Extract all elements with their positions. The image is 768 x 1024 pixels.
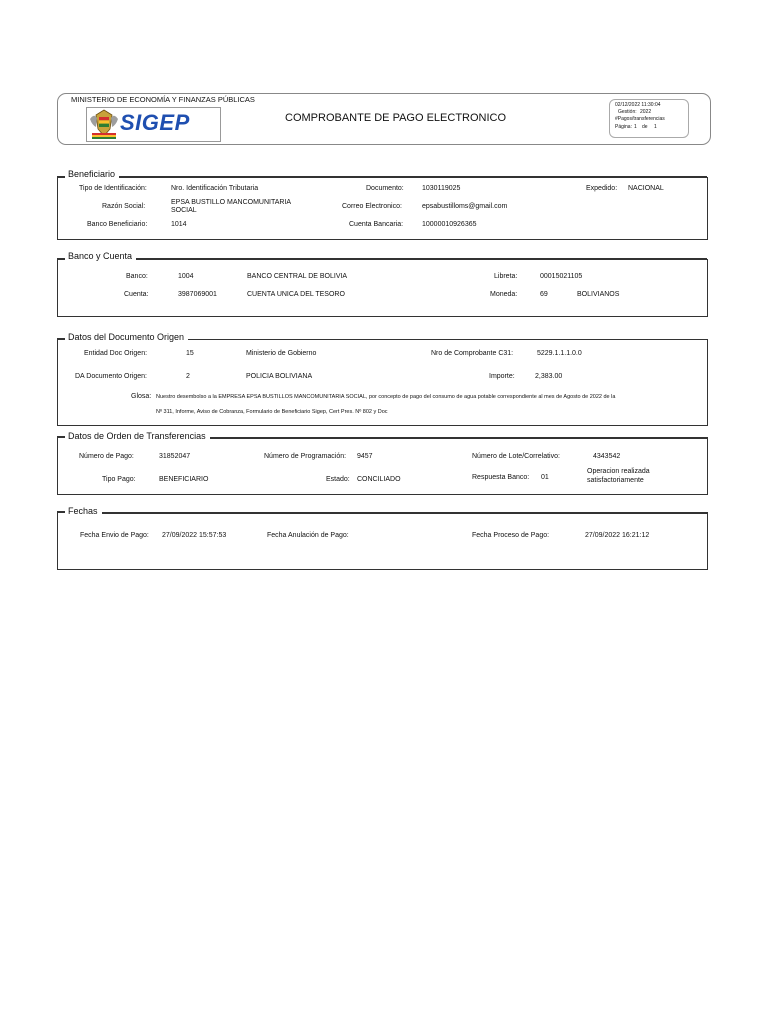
gestion-label: Gestión: [618,109,637,115]
moneda-name: BOLIVIANOS [577,291,620,298]
beneficiario-title: Beneficiario [65,169,119,179]
cuenta-label: Cuenta: [124,291,149,298]
programacion-label: Número de Programación: [264,453,347,460]
da-code: 2 [186,373,190,380]
section-rule [119,176,707,177]
fechas-section [57,512,708,570]
libreta-value: 00015021105 [540,273,583,280]
fechas-title: Fechas [65,506,102,516]
coat-of-arms-icon [88,109,120,140]
report-datetime: 02/12/2022 11:30:04 [615,102,661,108]
tipo-pago-value: BENEFICIARIO [159,476,209,483]
tipo-id-value: Nro. Identificación Tributaria [171,185,259,192]
entidad-code: 15 [186,350,194,357]
report-name: #Pagos/transferencias [615,116,665,122]
expedido-label: Expedido: [586,185,618,192]
section-rule [210,438,707,439]
report-meta [609,99,689,138]
respuesta-banco-code: 01 [541,474,549,481]
banco-beneficiario-label: Banco Beneficiario: [87,221,148,228]
transfer-title: Datos de Orden de Transferencias [65,431,210,441]
da-name: POLICIA BOLIVIANA [246,373,313,380]
documento-value: 1030119025 [422,185,461,192]
estado-value: CONCILIADO [357,476,401,483]
origen-title: Datos del Documento Origen [65,332,188,342]
fecha-envio-label: Fecha Envio de Pago: [80,532,149,539]
cuenta-name: CUENTA UNICA DEL TESORO [247,291,345,298]
page-of: de [642,124,648,130]
libreta-label: Libreta: [494,273,518,280]
banco-title: Banco y Cuenta [65,251,136,261]
page-number: 1 [634,124,637,130]
respuesta-text-1: Operacion realizada [587,468,650,475]
banco-label: Banco: [126,273,148,280]
numero-pago-value: 31852047 [159,453,191,460]
nro-comprobante-value: 5229.1.1.1.0.0 [537,350,582,357]
banco-beneficiario-value: 1014 [171,221,187,228]
section-rule [102,513,707,514]
gestion-value: 2022 [640,109,652,115]
numero-pago-label: Número de Pago: [79,453,134,460]
entidad-label: Entidad Doc Origen: [84,350,148,357]
estado-label: Estado: [326,476,350,483]
nro-comprobante-label: Nro de Comprobante C31: [431,350,514,357]
fecha-proceso-value: 27/09/2022 16:21:12 [585,532,650,539]
section-rule [188,339,707,340]
glosa-label: Glosa: [131,393,152,400]
page-total: 1 [654,124,657,130]
document-title: COMPROBANTE DE PAGO ELECTRONICO [285,112,507,124]
glosa-line-2: Nº 311, Informe, Aviso de Cobranza, Formulario de Beneficiario Sigep, Cert Pres. Nº 802 y Doc [156,409,388,415]
moneda-code: 69 [540,291,548,298]
correo-label: Correo Electronico: [342,203,402,210]
fecha-proceso-label: Fecha Proceso de Pago: [472,532,550,539]
banco-code: 1004 [178,273,194,280]
da-label: DA Documento Origen: [75,373,147,380]
respuesta-banco-label: Respuesta Banco: [472,474,530,481]
lote-value: 4343542 [593,453,621,460]
banco-name: BANCO CENTRAL DE BOLIVIA [247,273,348,280]
razon-value-2: SOCIAL [171,207,197,214]
lote-label: Número de Lote/Correlativo: [472,453,560,460]
sigep-logo [86,107,221,142]
section-rule [136,258,707,259]
correo-value: epsabustilloms@gmail.com [422,203,508,210]
tipo-id-label: Tipo de Identificación: [79,185,147,192]
glosa-line-1: Nuestro desembolso a la EMPRESA EPSA BUSTILLOS MANCOMUNITARIA SOCIAL, por concepto de pago del consumo de agua potable correspondiente al mes de Agosto de 2022 de la [156,394,616,400]
fecha-anulacion-label: Fecha Anulación de Pago: [267,532,349,539]
fecha-envio-value: 27/09/2022 15:57:53 [162,532,227,539]
page-label: Página: [615,124,632,130]
cuenta-code: 3987069001 [178,291,217,298]
importe-label: Importe: [489,373,515,380]
razon-label: Razón Social: [102,203,146,210]
respuesta-text-2: satisfactoriamente [587,477,644,484]
expedido-value: NACIONAL [628,185,664,192]
cuenta-bancaria-label: Cuenta Bancaria: [349,221,404,228]
documento-label: Documento: [366,185,404,192]
importe-value: 2,383.00 [535,373,563,380]
razon-value-1: EPSA BUSTILLO MANCOMUNITARIA [171,199,292,206]
logo-text: SIGEP [120,110,190,135]
entidad-name: Ministerio de Gobierno [246,350,317,357]
tipo-pago-label: Tipo Pago: [102,476,136,483]
ministry-name: MINISTERIO DE ECONOMÍA Y FINANZAS PÚBLICAS [71,95,255,104]
banco-section [57,259,708,317]
transfer-section [57,437,708,495]
programacion-value: 9457 [357,453,373,460]
cuenta-bancaria-value: 10000010926365 [422,221,477,228]
moneda-label: Moneda: [490,291,518,298]
